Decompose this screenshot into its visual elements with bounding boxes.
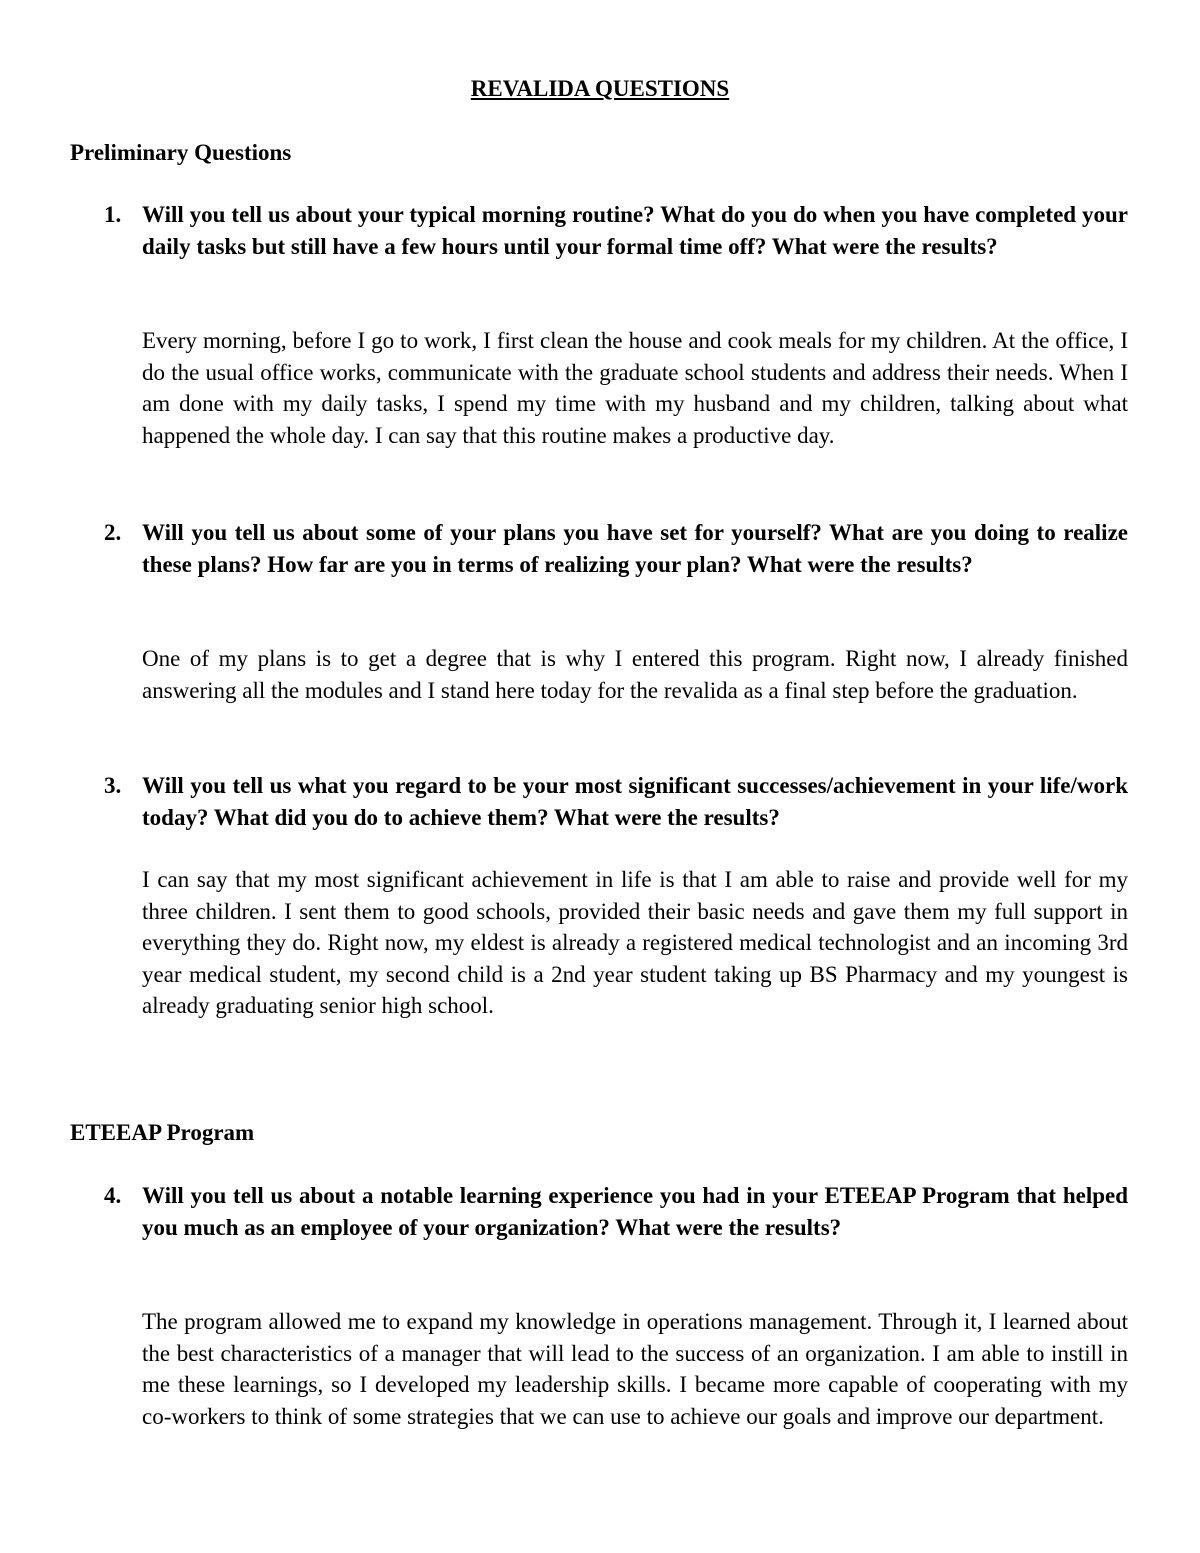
question-1: [70, 199, 1128, 262]
question-number: 1.: [104, 202, 122, 227]
question-2: [70, 517, 1128, 580]
document-title: REVALIDA QUESTIONS: [470, 76, 730, 101]
question-number: 2.: [104, 520, 122, 545]
answer-2: One of my plans is to get a degree that is why I entered this program. Right now, I already finished answering all the modules and I stand here today for the revalida as a final step before the graduation.: [142, 646, 1128, 703]
question-text: Will you tell us about some of your plans you have set for yourself? What are you doing to realize these plans? How far are you in terms of realizing your plan? What were the results?: [142, 520, 1128, 577]
question-number: 4.: [104, 1183, 122, 1208]
question-text: Will you tell us about your typical morning routine? What do you do when you have completed your daily tasks but still have a few hours until your formal time off? What were the results?: [142, 202, 1128, 259]
answer-3: I can say that my most significant achievement in life is that I am able to raise and provide well for my three children. I sent them to good schools, provided their basic needs and gave them my full support in everything they do. Right now, my eldest is already a registered medical technologist and an incoming 3rd year medical student, my second child is a 2nd year student taking up BS Pharmacy and my youngest is already graduating senior high school.: [142, 867, 1128, 1018]
question-number: 3.: [104, 773, 122, 798]
section-heading-preliminary: Preliminary Questions: [70, 140, 292, 165]
answer-4: The program allowed me to expand my knowledge in operations management. Through it, I learned about the best characteristics of a manager that will lead to the success of an organization. I am able to instill in me these learnings, so I developed my leadership skills. I became more capable of cooperating with my co-workers to think of some strategies that we can use to achieve our goals and improve our department.: [142, 1309, 1128, 1429]
answer-1: Every morning, before I go to work, I first clean the house and cook meals for my children. At the office, I do the usual office works, communicate with the graduate school students and address their needs. When I am done with my daily tasks, I spend my time with my husband and my children, talking about what happened the whole day. I can say that this routine makes a productive day.: [142, 328, 1128, 448]
question-text: Will you tell us what you regard to be your most significant successes/achievement in your life/work today? What did you do to achieve them? What were the results?: [142, 773, 1128, 830]
question-text: Will you tell us about a notable learning experience you had in your ETEEAP Program that helped you much as an employee of your organization? What were the results?: [142, 1183, 1128, 1240]
section-heading-eteeap: ETEEAP Program: [70, 1120, 255, 1145]
question-4: [70, 1180, 1128, 1243]
question-3: [70, 770, 1128, 833]
